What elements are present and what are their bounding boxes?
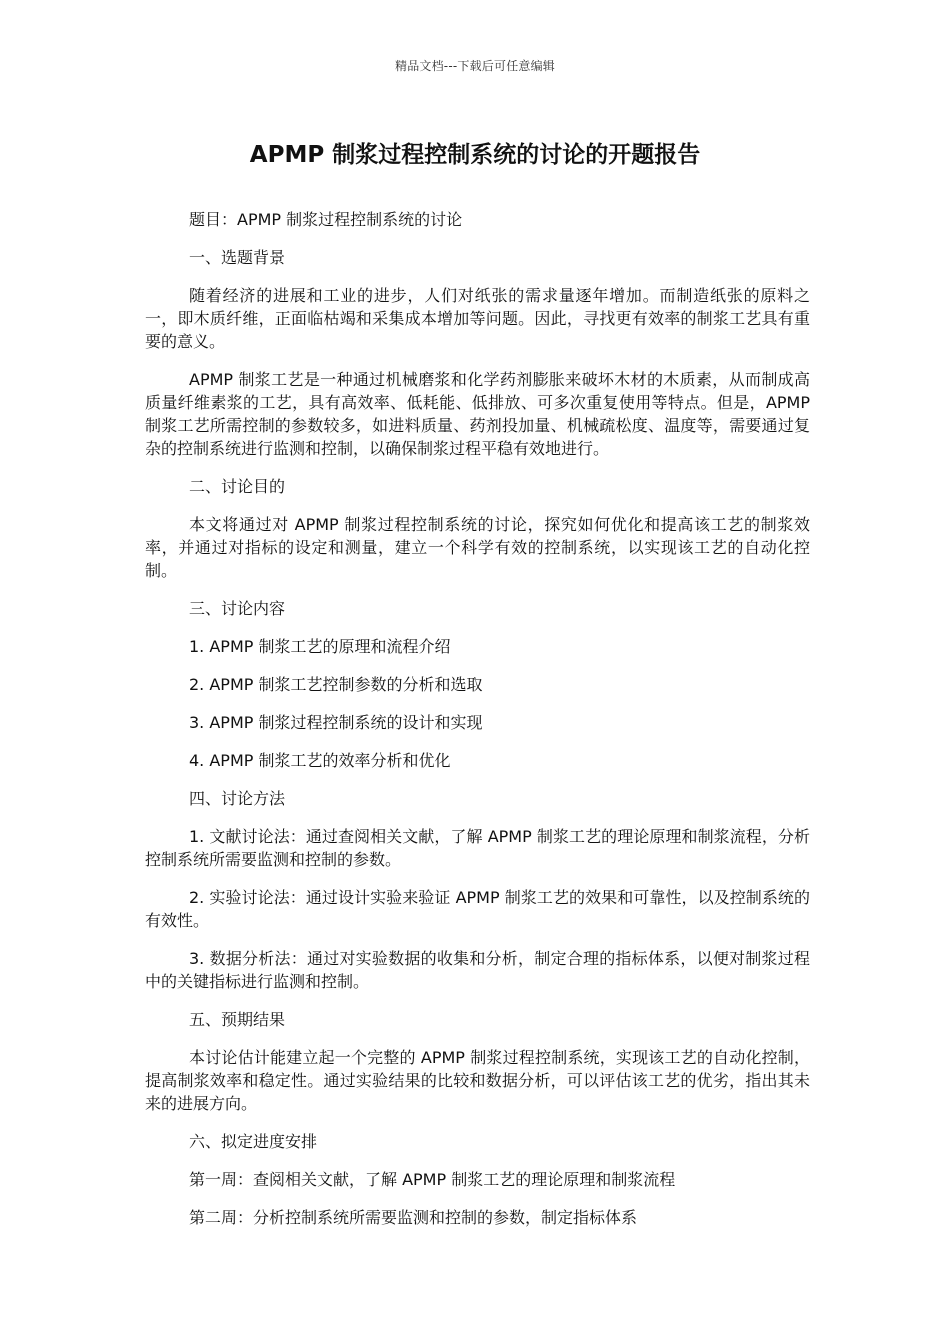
document-body — [145, 208, 810, 1244]
content-item-2: 2. APMP 制浆工艺控制参数的分析和选取 — [189, 675, 483, 694]
content-item-1: 1. APMP 制浆工艺的原理和流程介绍 — [189, 637, 451, 656]
section-heading-purpose: 二、讨论目的 — [189, 477, 286, 496]
section-heading-expected-results: 五、预期结果 — [189, 1010, 286, 1029]
method-item-1: 1. 文献讨论法：通过查阅相关文献，了解 APMP 制浆工艺的理论原理和制浆流程，分析控制系统所需要监测和控制的参数。 — [145, 827, 810, 869]
method-item-3: 3. 数据分析法：通过对实验数据的收集和分析，制定合理的指标体系，以便对制浆过程中的关键指标进行监测和控制。 — [145, 949, 810, 991]
background-paragraph-2: APMP 制浆工艺是一种通过机械磨浆和化学药剂膨胀来破坏木材的木质素，从而制成高质量纤维素浆的工艺，具有高效率、低耗能、低排放、可多次重复使用等特点。但是，APMP 制浆工艺所需控制的参数较多，如进料质量、药剂投加量、机械疏松度、温度等，需要通过复杂的控制系统进行监测和控制，以确保制浆过程平稳有效地进行。 — [145, 370, 810, 458]
header-note: 精品文档---下载后可任意编辑 — [395, 59, 555, 73]
topic-line: 题目：APMP 制浆过程控制系统的讨论 — [189, 210, 463, 229]
content-item-3: 3. APMP 制浆过程控制系统的设计和实现 — [189, 713, 483, 732]
section-heading-background: 一、选题背景 — [189, 248, 286, 267]
section-heading-schedule: 六、拟定进度安排 — [189, 1132, 318, 1151]
method-item-2: 2. 实验讨论法：通过设计实验来验证 APMP 制浆工艺的效果和可靠性，以及控制系统的有效性。 — [145, 888, 810, 930]
document-title: APMP 制浆过程控制系统的讨论的开题报告 — [249, 142, 701, 168]
expected-results-paragraph: 本讨论估计能建立起一个完整的 APMP 制浆过程控制系统，实现该工艺的自动化控制，提高制浆效率和稳定性。通过实验结果的比较和数据分析，可以评估该工艺的优劣，指出其未来的进展方向。 — [145, 1048, 810, 1113]
content-item-4: 4. APMP 制浆工艺的效率分析和优化 — [189, 751, 451, 770]
section-heading-content: 三、讨论内容 — [189, 599, 286, 618]
purpose-paragraph: 本文将通过对 APMP 制浆过程控制系统的讨论，探究如何优化和提高该工艺的制浆效率，并通过对指标的设定和测量，建立一个科学有效的控制系统，以实现该工艺的自动化控制。 — [145, 515, 810, 580]
section-heading-methods: 四、讨论方法 — [189, 789, 286, 808]
background-paragraph-1: 随着经济的进展和工业的进步，人们对纸张的需求量逐年增加。而制造纸张的原料之一，即木质纤维，正面临枯竭和采集成本增加等问题。因此，寻找更有效率的制浆工艺具有重要的意义。 — [145, 286, 810, 351]
schedule-week-1: 第一周：查阅相关文献，了解 APMP 制浆工艺的理论原理和制浆流程 — [189, 1170, 676, 1189]
schedule-week-2: 第二周：分析控制系统所需要监测和控制的参数，制定指标体系 — [189, 1208, 638, 1227]
